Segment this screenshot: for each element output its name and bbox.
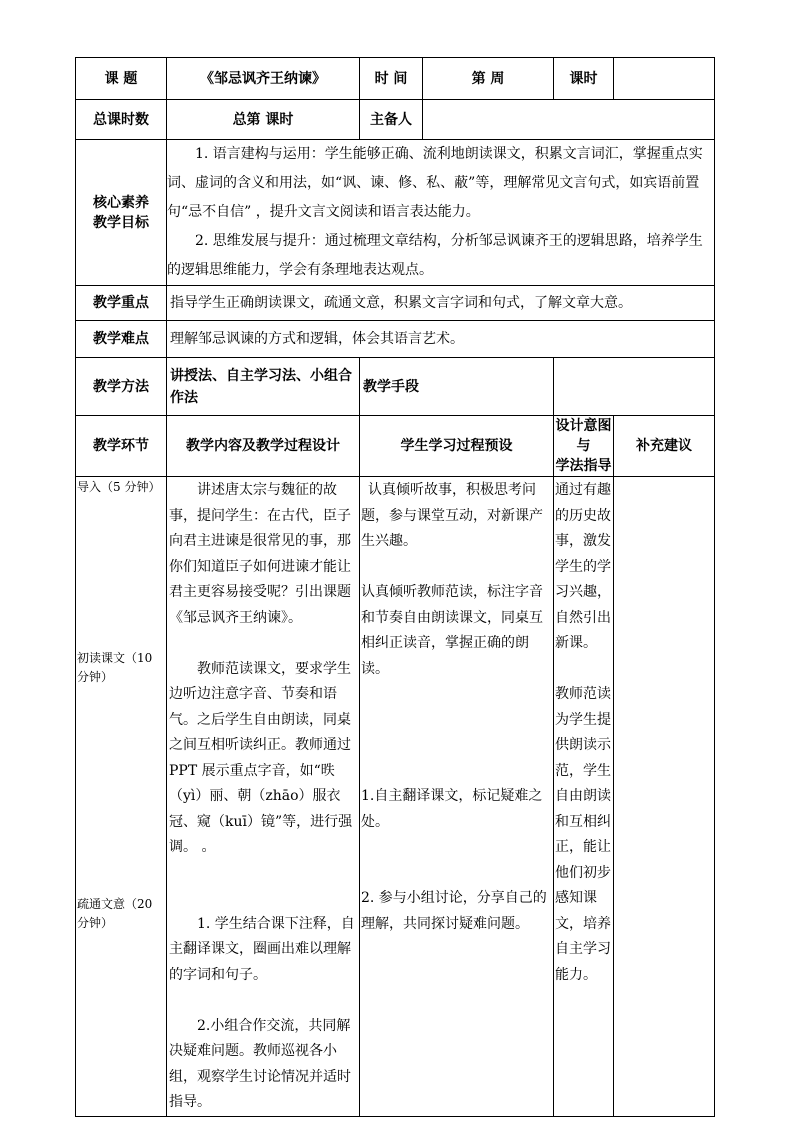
- content-paragraph-3: 1. 学生结合课下注释，自主翻译课文，圈画出难以理解的字词和句子。: [169, 915, 355, 983]
- intent-paragraph-2: 教师范读为学生提供朗读示范，学生自由朗读和互相纠正，能让他们初步感知课文，培养自主学习能力。: [555, 686, 611, 983]
- objectives-label: [76, 140, 167, 286]
- time-label: 时 间: [360, 58, 423, 100]
- notes-header: 补充建议: [614, 416, 715, 477]
- intent-header: [554, 416, 614, 477]
- content-paragraph-1: 讲述唐太宗与魏征的故事，提问学生：在古代，臣子向君主进谏是很常见的事，那你们知道臣子如何进谏才能让君主更容易接受呢？引出课题《邹忌讽齐王纳谏》。: [169, 482, 351, 626]
- intent-header-line1: 设计意图与: [555, 418, 612, 454]
- period-value: [614, 58, 715, 100]
- process-header-row: [76, 416, 715, 477]
- difficulties-row: [76, 321, 715, 358]
- stages-column: [76, 477, 167, 1117]
- key-points-row: [76, 286, 715, 321]
- difficulties-label: 教学难点: [76, 321, 167, 358]
- student-paragraph-2: 认真倾听教师范读，标注字音和节奏自由朗读课文，同桌互相纠正读音，掌握正确的朗读。: [361, 584, 543, 677]
- student-header: 学生学习过程预设: [360, 416, 554, 477]
- total-periods-value: 总第 课时: [167, 100, 360, 140]
- methods-row: [76, 358, 715, 416]
- content-paragraph-2: 教师范读课文，要求学生边听边注意字音、节奏和语气。之后学生自由朗读，同桌之间互相听读纠正。教师通过 PPT 展示重点字音，如“昳（yì）丽、朝（zhāo）服衣冠、窥（kuī）镜”等，进行强调。 。: [169, 660, 353, 855]
- process-body-row: [76, 477, 715, 1117]
- content-header: 教学内容及教学过程设计: [167, 416, 360, 477]
- content-paragraph-4: 2.小组合作交流，共同解决疑难问题。教师巡视各小组，观察学生讨论情况并适时指导。: [169, 1017, 351, 1110]
- stage-understanding: 疏通文意（20 分钟）: [77, 897, 153, 930]
- methods-label: 教学方法: [76, 358, 167, 416]
- lesson-plan-table: [75, 57, 715, 1117]
- stage-header: 教学环节: [76, 416, 167, 477]
- objectives-label-line1: 核心素养: [93, 194, 149, 211]
- student-column: [360, 477, 554, 1117]
- objective-item-1: 1. 语言建构与运用：学生能够正确、流利地朗读课文，积累文言词汇，掌握重点实词、虚词的含义和用法，如“讽、谏、修、私、蔽”等，理解常见文言句式，如宾语前置句“忌不自信” ，提升文言文阅读和语言表达能力。: [167, 146, 703, 220]
- student-paragraph-3: 1.自主翻译课文，标记疑难之处。: [361, 788, 543, 830]
- preparer-value: [423, 100, 715, 140]
- methods-text: 讲授法、自主学习法、小组合作法: [167, 358, 360, 416]
- difficulties-text: 理解邹忌讽谏的方式和逻辑，体会其语言艺术。: [167, 321, 715, 358]
- means-value: [554, 358, 715, 416]
- objective-item-2: 2. 思维发展与提升：通过梳理文章结构，分析邹忌讽谏齐王的逻辑思路，培养学生的逻辑思维能力，学会有条理地表达观点。: [167, 233, 703, 278]
- key-points-text: 指导学生正确朗读课文，疏通文意，积累文言字词和句式，了解文章大意。: [167, 286, 715, 321]
- intent-header-line2: 学法指导: [555, 458, 612, 474]
- objectives-label-line2: 教学目标: [93, 214, 149, 231]
- header-row-total: [76, 100, 715, 140]
- intent-column: [554, 477, 614, 1117]
- student-paragraph-1: 认真倾听故事，积极思考问题，参与课堂互动，对新课产生兴趣。: [361, 482, 543, 549]
- notes-column: [614, 477, 715, 1117]
- objectives-row: [76, 140, 715, 286]
- course-title: 《邹忌讽齐王纳谏》: [167, 58, 360, 100]
- student-paragraph-4: 2. 参与小组讨论，分享自己的理解，共同探讨疑难问题。: [361, 890, 547, 932]
- course-label: 课 题: [76, 58, 167, 100]
- content-column: [167, 477, 360, 1117]
- stage-intro: 导入（5 分钟）: [77, 480, 161, 494]
- stage-first-reading: 初读课文（10 分钟）: [77, 651, 153, 684]
- means-label: 教学手段: [360, 358, 554, 416]
- preparer-label: 主备人: [360, 100, 423, 140]
- total-periods-label: 总课时数: [76, 100, 167, 140]
- header-row-course: [76, 58, 715, 100]
- objectives-content: [167, 140, 715, 286]
- period-label: 课时: [554, 58, 614, 100]
- week-value: 第 周: [423, 58, 554, 100]
- intent-paragraph-1: 通过有趣的历史故事，激发学生的学习兴趣，自然引出新课。: [555, 482, 611, 651]
- key-points-label: 教学重点: [76, 286, 167, 321]
